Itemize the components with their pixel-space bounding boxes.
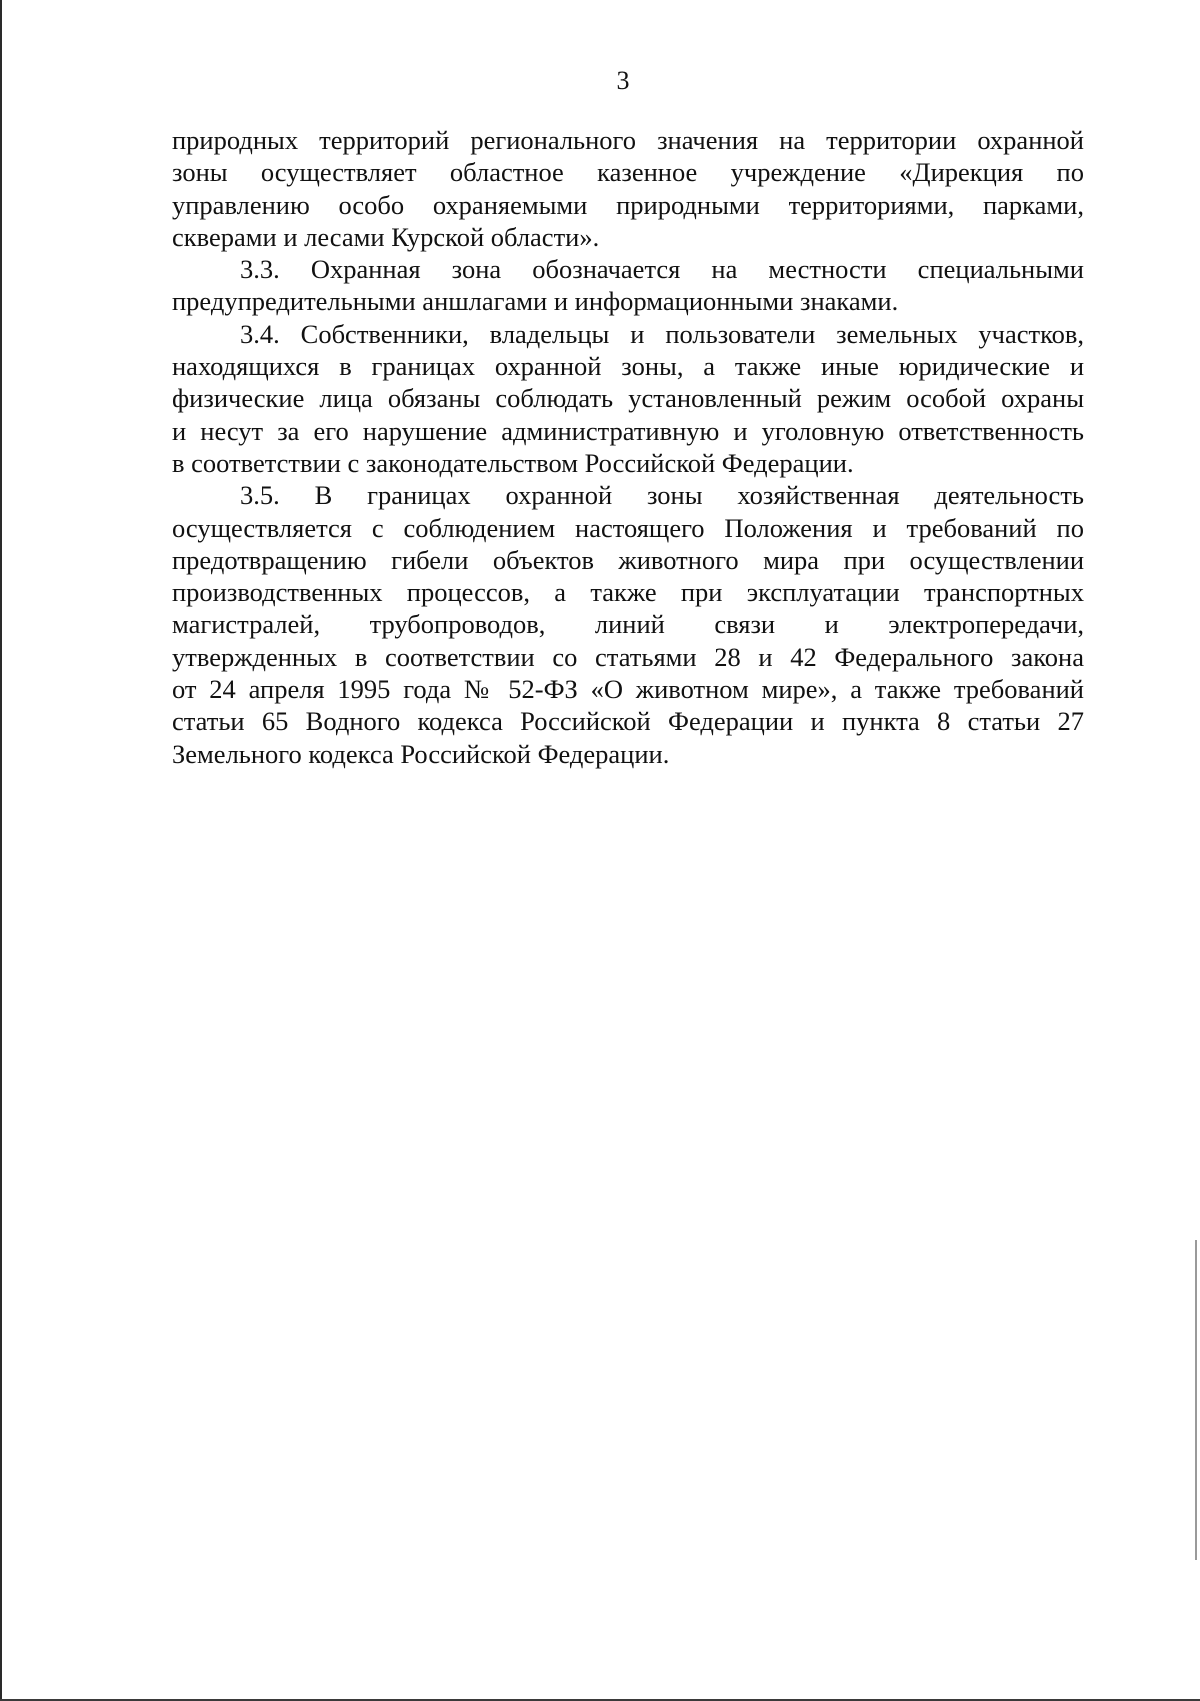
page-number: 3	[616, 66, 630, 95]
text-line: управлению особо охраняемыми природными территориями, парками,	[172, 189, 1084, 220]
text-line: зоны осуществляет областное казенное учреждение «Дирекция по	[172, 157, 1084, 188]
paragraph-3-3	[172, 253, 1084, 318]
text-line: осуществляется с соблюдением настоящего Положения и требований по	[172, 512, 1084, 543]
text-line: предотвращению гибели объектов животного мира при осуществлении	[172, 544, 1084, 575]
text-line: физические лица обязаны соблюдать установленный режим особой охраны	[172, 383, 1084, 414]
text-line: от 24 апреля 1995 года № 52-ФЗ «О животном мире», а также требований	[172, 674, 1084, 705]
scan-border-left	[0, 0, 2, 1701]
text-line: находящихся в границах охранной зоны, а также иные юридические и	[172, 351, 1084, 382]
text-line: 3.4. Собственники, владельцы и пользователи земельных участков,	[240, 318, 1084, 349]
text-line: предупредительными аншлагами и информационными знаками.	[172, 286, 899, 317]
paragraph-3-4	[172, 318, 1084, 479]
text-line: и несут за его нарушение административную и уголовную ответственность	[172, 415, 1084, 446]
text-line: статьи 65 Водного кодекса Российской Федерации и пункта 8 статьи 27	[172, 706, 1084, 737]
document-body	[172, 124, 1084, 770]
text-line: 3.3. Охранная зона обозначается на местности специальными	[240, 254, 1084, 285]
paragraph-continuation	[172, 124, 1084, 253]
text-line: скверами и лесами Курской области».	[172, 221, 600, 252]
paragraph-3-5	[172, 479, 1084, 770]
text-line: природных территорий регионального значения на территории охранной	[172, 125, 1084, 155]
text-line: производственных процессов, а также при эксплуатации транспортных	[172, 577, 1084, 608]
text-line: Земельного кодекса Российской Федерации.	[172, 738, 670, 769]
scan-border-right	[1195, 1240, 1197, 1560]
text-line: магистралей, трубопроводов, линий связи и электропередачи,	[172, 609, 1084, 640]
text-line: утвержденных в соответствии со статьями 28 и 42 Федерального закона	[172, 641, 1084, 672]
text-line: в соответствии с законодательством Российской Федерации.	[172, 447, 854, 478]
text-line: 3.5. В границах охранной зоны хозяйственная деятельность	[240, 480, 1084, 511]
